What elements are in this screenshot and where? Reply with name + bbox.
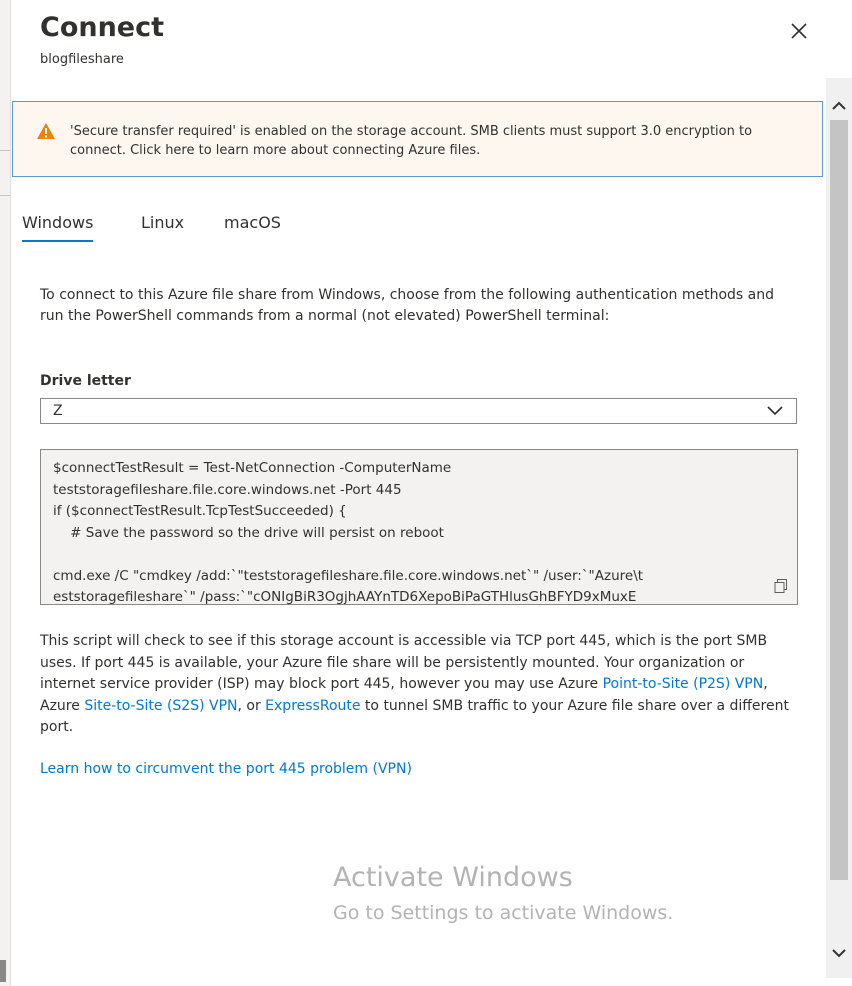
chevron-down-icon — [826, 943, 852, 963]
drive-letter-value: Z — [53, 403, 63, 419]
copy-icon — [773, 578, 789, 594]
script-info-part: This script will check to see if this storage account is accessible via TCP port 445, which is the port SMB uses. If port 445 is available, your Azure file share will be persistently mounted. Your organization or internet service provider (ISP) may block port 445, however you may use Azure — [40, 633, 768, 692]
chevron-down-icon — [766, 405, 784, 417]
code-line — [53, 544, 643, 566]
background-scroll-thumb — [0, 960, 6, 982]
code-line: cmd.exe /C "cmdkey /add:`"teststoragefileshare.file.core.windows.net`" /user:`"Azure\t — [53, 567, 644, 584]
chevron-up-icon — [826, 96, 852, 116]
tab-windows[interactable]: Windows — [22, 213, 93, 242]
s2s-vpn-link[interactable]: Site-to-Site (S2S) VPN — [84, 697, 238, 714]
code-line: eststoragefileshare`" /pass:`"cONIgBiR3OgjhAAYnTD6XepoBiPaGTHlusGhBFYD9xMuxE — [53, 589, 637, 605]
warning-triangle-icon — [36, 122, 56, 140]
script-info-part: , or — [237, 697, 266, 714]
script-info-text — [40, 631, 800, 739]
scroll-thumb[interactable] — [830, 120, 848, 880]
banner-message: 'Secure transfer required' is enabled on the storage account. SMB clients must support 3.0 encryption to connect. Click here to learn more about connecting Azure files. — [70, 124, 753, 158]
tab-macos[interactable]: macOS — [224, 213, 281, 232]
drive-letter-label: Drive letter — [40, 373, 131, 389]
code-line: $connectTestResult = Test-NetConnection -ComputerName — [53, 460, 452, 476]
close-button[interactable] — [786, 18, 812, 44]
background-divider — [0, 195, 10, 196]
panel-title: Connect — [40, 12, 165, 43]
code-line: teststoragefileshare.file.core.windows.net -Port 445 — [53, 481, 402, 498]
script-info-part: , Azure — [40, 676, 768, 714]
scroll-up-button[interactable] — [826, 96, 852, 116]
learn-port-445-link[interactable]: Learn how to circumvent the port 445 problem (VPN) — [40, 761, 412, 777]
close-icon — [786, 18, 812, 44]
copy-to-clipboard-button[interactable] — [773, 578, 789, 598]
instructions-text: To connect to this Azure file share from Windows, choose from the following authentication methods and run the PowerShell commands from a normal (not elevated) PowerShell terminal: — [40, 287, 774, 324]
drive-letter-dropdown[interactable] — [40, 398, 797, 424]
activate-windows-watermark-title: Activate Windows — [333, 862, 573, 893]
panel-subtitle: blogfileshare — [40, 52, 124, 67]
scroll-down-button[interactable] — [826, 943, 852, 963]
secure-transfer-warning-banner[interactable] — [12, 101, 823, 177]
code-line: if ($connectTestResult.TcpTestSucceeded) { — [53, 503, 347, 519]
tab-linux[interactable]: Linux — [141, 213, 185, 232]
background-blade-edge — [0, 0, 11, 986]
powershell-script-box[interactable] — [40, 449, 798, 605]
script-code — [53, 458, 643, 605]
activate-windows-watermark-subtitle: Go to Settings to activate Windows. — [333, 902, 674, 924]
background-divider — [0, 150, 10, 151]
p2s-vpn-link[interactable]: Point-to-Site (P2S) VPN — [602, 676, 764, 692]
script-info-part: to tunnel SMB traffic to your Azure file share over a different port. — [40, 697, 789, 735]
expressroute-link[interactable]: ExpressRoute — [265, 697, 361, 714]
code-line: # Save the password so the drive will persist on reboot — [53, 524, 444, 541]
vertical-scrollbar[interactable] — [826, 78, 852, 978]
